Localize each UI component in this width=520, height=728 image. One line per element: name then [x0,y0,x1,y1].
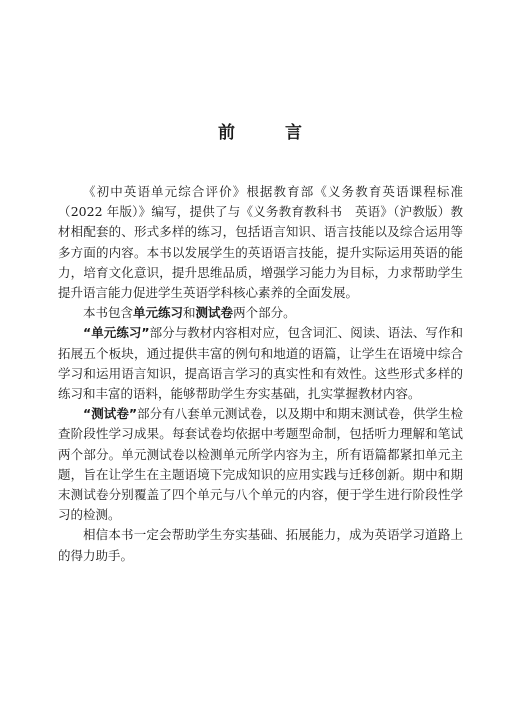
paragraph-intro: 《初中英语单元综合评价》根据教育部《义务教育英语课程标准（2022 年版）》编写，提供了与《义务教育教科书 英语》（沪教版）教材相配套的、形式多样的练习，包括语言知识、语言技能以及综合运用等多方面的内容。本书以发展学生的英语语言技能，提升实际运用英语的能力，培育文化意识，提升思维品质，增强学习能力为目标，力求帮助学生提升语言能力促进学生英语学科核心素养的全面发展。 [58,184,463,301]
page-title: 前 言 [218,123,324,143]
unit-exercise-description: 部分与教材内容相对应，包含词汇、阅读、语法、写作和拓展五个板块，通过提供丰富的例句和地道的语篇，让学生在语境中综合学习和运用语言知识，提高语言学习的真实性和有效性。这些形式多样的练习和丰富的语料，能够帮助学生夯实基础，扎实掌握教材内容。 [58,325,463,402]
contents-text-start: 本书包含 [83,305,134,321]
paragraph-test-paper [58,404,463,525]
paragraph-unit-exercise [58,323,463,404]
contents-text-end: 两个部分。 [233,305,296,321]
unit-exercise-heading: “单元练习” [83,325,150,341]
test-paper-term: 测试卷 [195,305,234,321]
preface-body [58,182,463,566]
unit-exercise-term: 单元练习 [133,305,184,321]
test-paper-heading: “测试卷” [83,406,138,422]
test-paper-description: 部分有八套单元测试卷，以及期中和期末测试卷，供学生检查阶段性学习成果。每套试卷均依据中考题型命制，包括听力理解和笔试两个部分。单元测试卷以检测单元所学内容为主，所有语篇都紧扣单元主题，旨在让学生在主题语境下完成知识的应用实践与迁移创新。期中和期末测试卷分别覆盖了四个单元与八个单元的内容，便于学生进行阶段性学习的检测。 [58,406,463,523]
contents-text-and: 和 [183,305,196,321]
paragraph-contents [58,303,463,323]
paragraph-closing: 相信本书一定会帮助学生夯实基础、拓展能力，成为英语学习道路上的得力助手。 [58,527,463,563]
